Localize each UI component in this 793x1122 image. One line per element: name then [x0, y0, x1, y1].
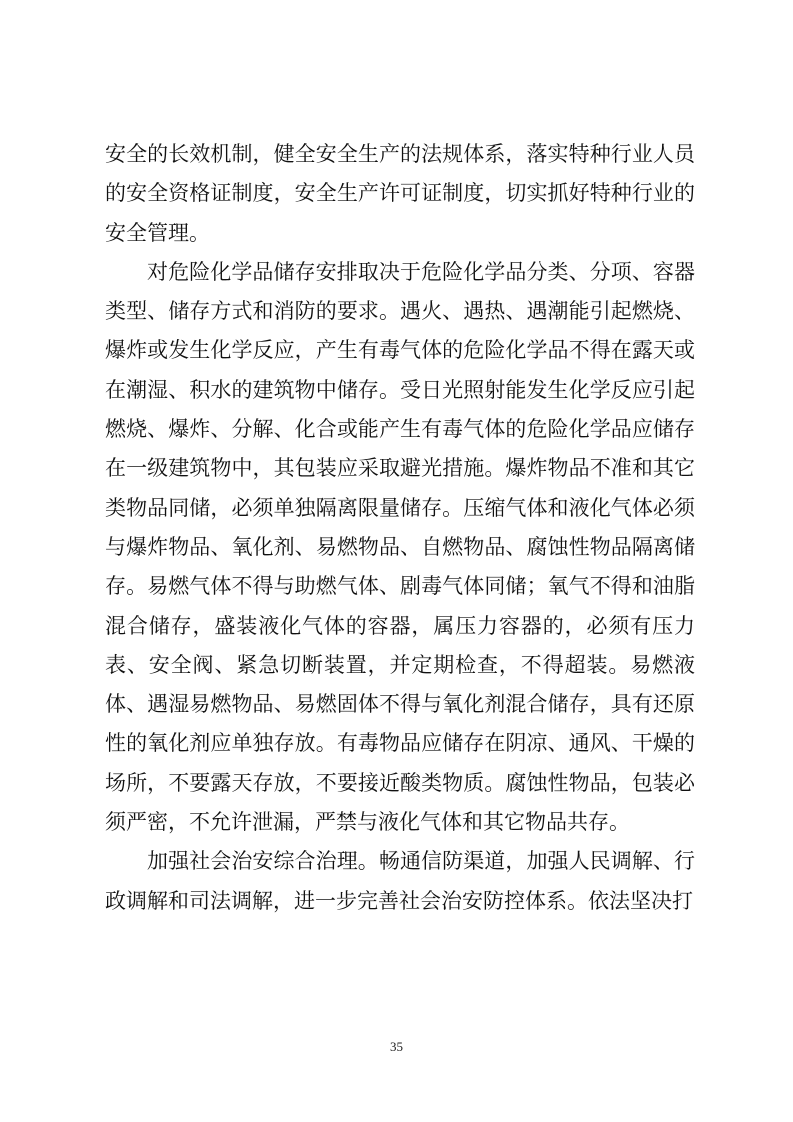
body-text: [105, 135, 695, 921]
paragraph-public-security: 加强社会治安综合治理。畅通信防渠道，加强人民调解、行政调解和司法调解，进一步完善社会治安防控体系。依法坚决打: [105, 849, 695, 913]
paragraph-chemical-storage: 对危险化学品储存安排取决于危险化学品分类、分项、容器类型、储存方式和消防的要求。遇火、遇热、遇潮能引起燃烧、爆炸或发生化学反应，产生有毒气体的危险化学品不得在露天或在潮湿、积水的建筑物中储存。受日光照射能发生化学反应引起燃烧、爆炸、分解、化合或能产生有毒气体的危险化学品应储存在一级建筑物中，其包装应采取避光措施。爆炸物品不准和其它类物品同储，必须单独隔离限量储存。压缩气体和液化气体必须与爆炸物品、氧化剂、易燃物品、自燃物品、腐蚀性物品隔离储存。易燃气体不得与助燃气体、剧毒气体同储；氧气不得和油脂混合储存，盛装液化气体的容器，属压力容器的，必须有压力表、安全阀、紧急切断装置，并定期检查，不得超装。易燃液体、遇湿易燃物品、易燃固体不得与氧化剂混合储存，具有还原性的氧化剂应单独存放。有毒物品应储存在阴凉、通风、干燥的场所，不要露天存放，不要接近酸类物质。腐蚀性物品，包装必须严密，不允许泄漏，严禁与液化气体和其它物品共存。: [105, 259, 695, 835]
page-number: 35: [390, 1039, 403, 1054]
paragraph-continuation: 安全的长效机制，健全安全生产的法规体系，落实特种行业人员的安全资格证制度，安全生产许可证制度，切实抓好特种行业的安全管理。: [105, 142, 695, 245]
